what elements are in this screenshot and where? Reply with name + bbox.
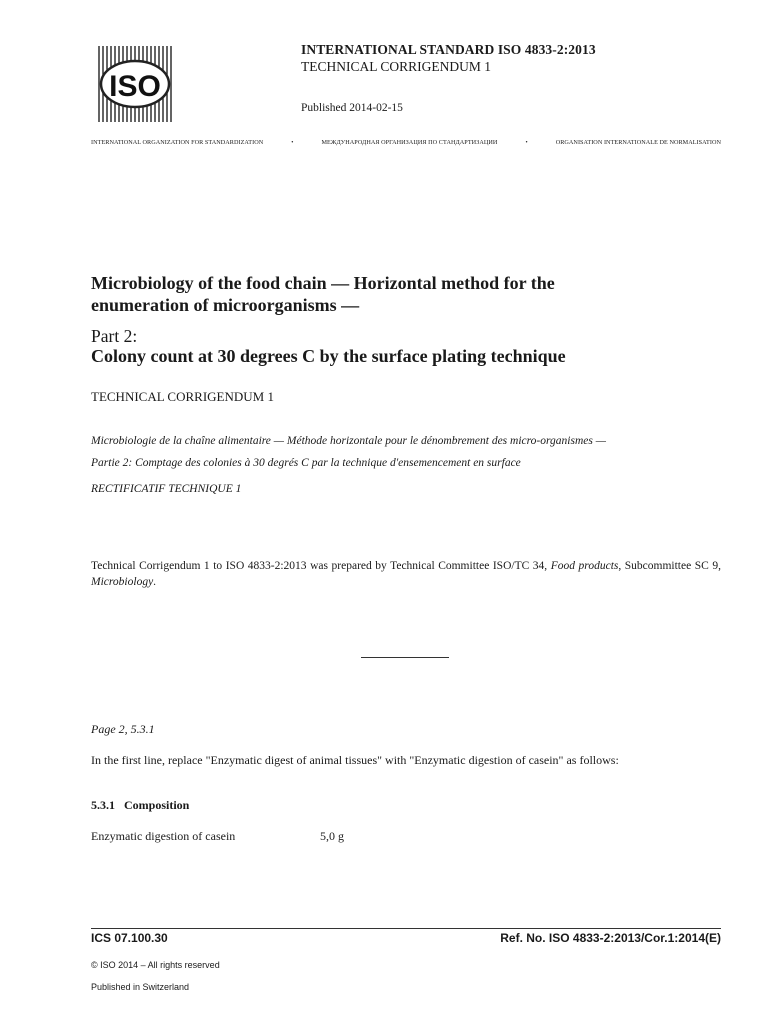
document-title bbox=[91, 272, 731, 316]
published-date: Published 2014-02-15 bbox=[301, 102, 403, 114]
committee-name: Food products bbox=[550, 560, 619, 572]
part-label: Part 2: bbox=[91, 326, 138, 346]
organization-names bbox=[91, 139, 721, 146]
ingredient-amount: 5,0 g bbox=[320, 829, 344, 843]
org-english: INTERNATIONAL ORGANIZATION FOR STANDARDIZATION bbox=[91, 139, 264, 146]
org-bullet: • bbox=[525, 139, 528, 146]
copyright-notice: © ISO 2014 – All rights reserved bbox=[91, 960, 220, 970]
page-reference: Page 2, 5.3.1 bbox=[91, 722, 155, 736]
reference-number: Ref. No. ISO 4833-2:2013/Cor.1:2014(E) bbox=[500, 931, 721, 945]
french-rectificatif: RECTIFICATIF TECHNIQUE 1 bbox=[91, 483, 242, 495]
published-in: Published in Switzerland bbox=[91, 982, 190, 992]
ingredient-name: Enzymatic digestion of casein bbox=[91, 829, 236, 843]
title-line-1: Microbiology of the food chain — Horizontal method for the bbox=[91, 273, 555, 293]
replacement-instruction: In the first line, replace "Enzymatic digest of animal tissues" with "Enzymatic digestion of casein" as follows: bbox=[91, 753, 619, 767]
separator-rule bbox=[361, 657, 449, 658]
corrigendum-label: TECHNICAL CORRIGENDUM 1 bbox=[301, 59, 491, 74]
section-heading bbox=[91, 798, 189, 813]
footer-rule bbox=[91, 928, 721, 929]
svg-text:ISO: ISO bbox=[109, 70, 161, 103]
french-title: Microbiologie de la chaîne alimentaire — Méthode horizontale pour le dénombrement des micro-organismes — bbox=[91, 435, 606, 447]
org-french: ORGANISATION INTERNATIONALE DE NORMALISATION bbox=[555, 139, 721, 146]
technical-corrigendum-label: TECHNICAL CORRIGENDUM 1 bbox=[91, 389, 274, 404]
standard-title: INTERNATIONAL STANDARD ISO 4833-2:2013 bbox=[301, 42, 596, 57]
subcommittee-name: Microbiology bbox=[91, 576, 154, 588]
section-title: Composition bbox=[124, 798, 190, 812]
title-line-2: enumeration of microorganisms — bbox=[91, 295, 360, 315]
preparation-note: Technical Corrigendum 1 to ISO 4833-2:2013 was prepared by Technical Committee ISO/TC 34, Food products, Subcommittee SC 9, Microbiology. bbox=[91, 560, 721, 588]
part-title: Colony count at 30 degrees C by the surface plating technique bbox=[91, 346, 566, 366]
french-part: Partie 2: Comptage des colonies à 30 degrés C par la technique d'ensemencement en surface bbox=[91, 457, 521, 469]
iso-logo bbox=[96, 44, 174, 124]
org-russian: МЕЖДУНАРОДНАЯ ОРГАНИЗАЦИЯ ПО СТАНДАРТИЗАЦИИ bbox=[321, 139, 498, 146]
section-number: 5.3.1 bbox=[91, 798, 115, 812]
org-bullet: • bbox=[291, 139, 294, 146]
ics-code: ICS 07.100.30 bbox=[91, 931, 168, 945]
